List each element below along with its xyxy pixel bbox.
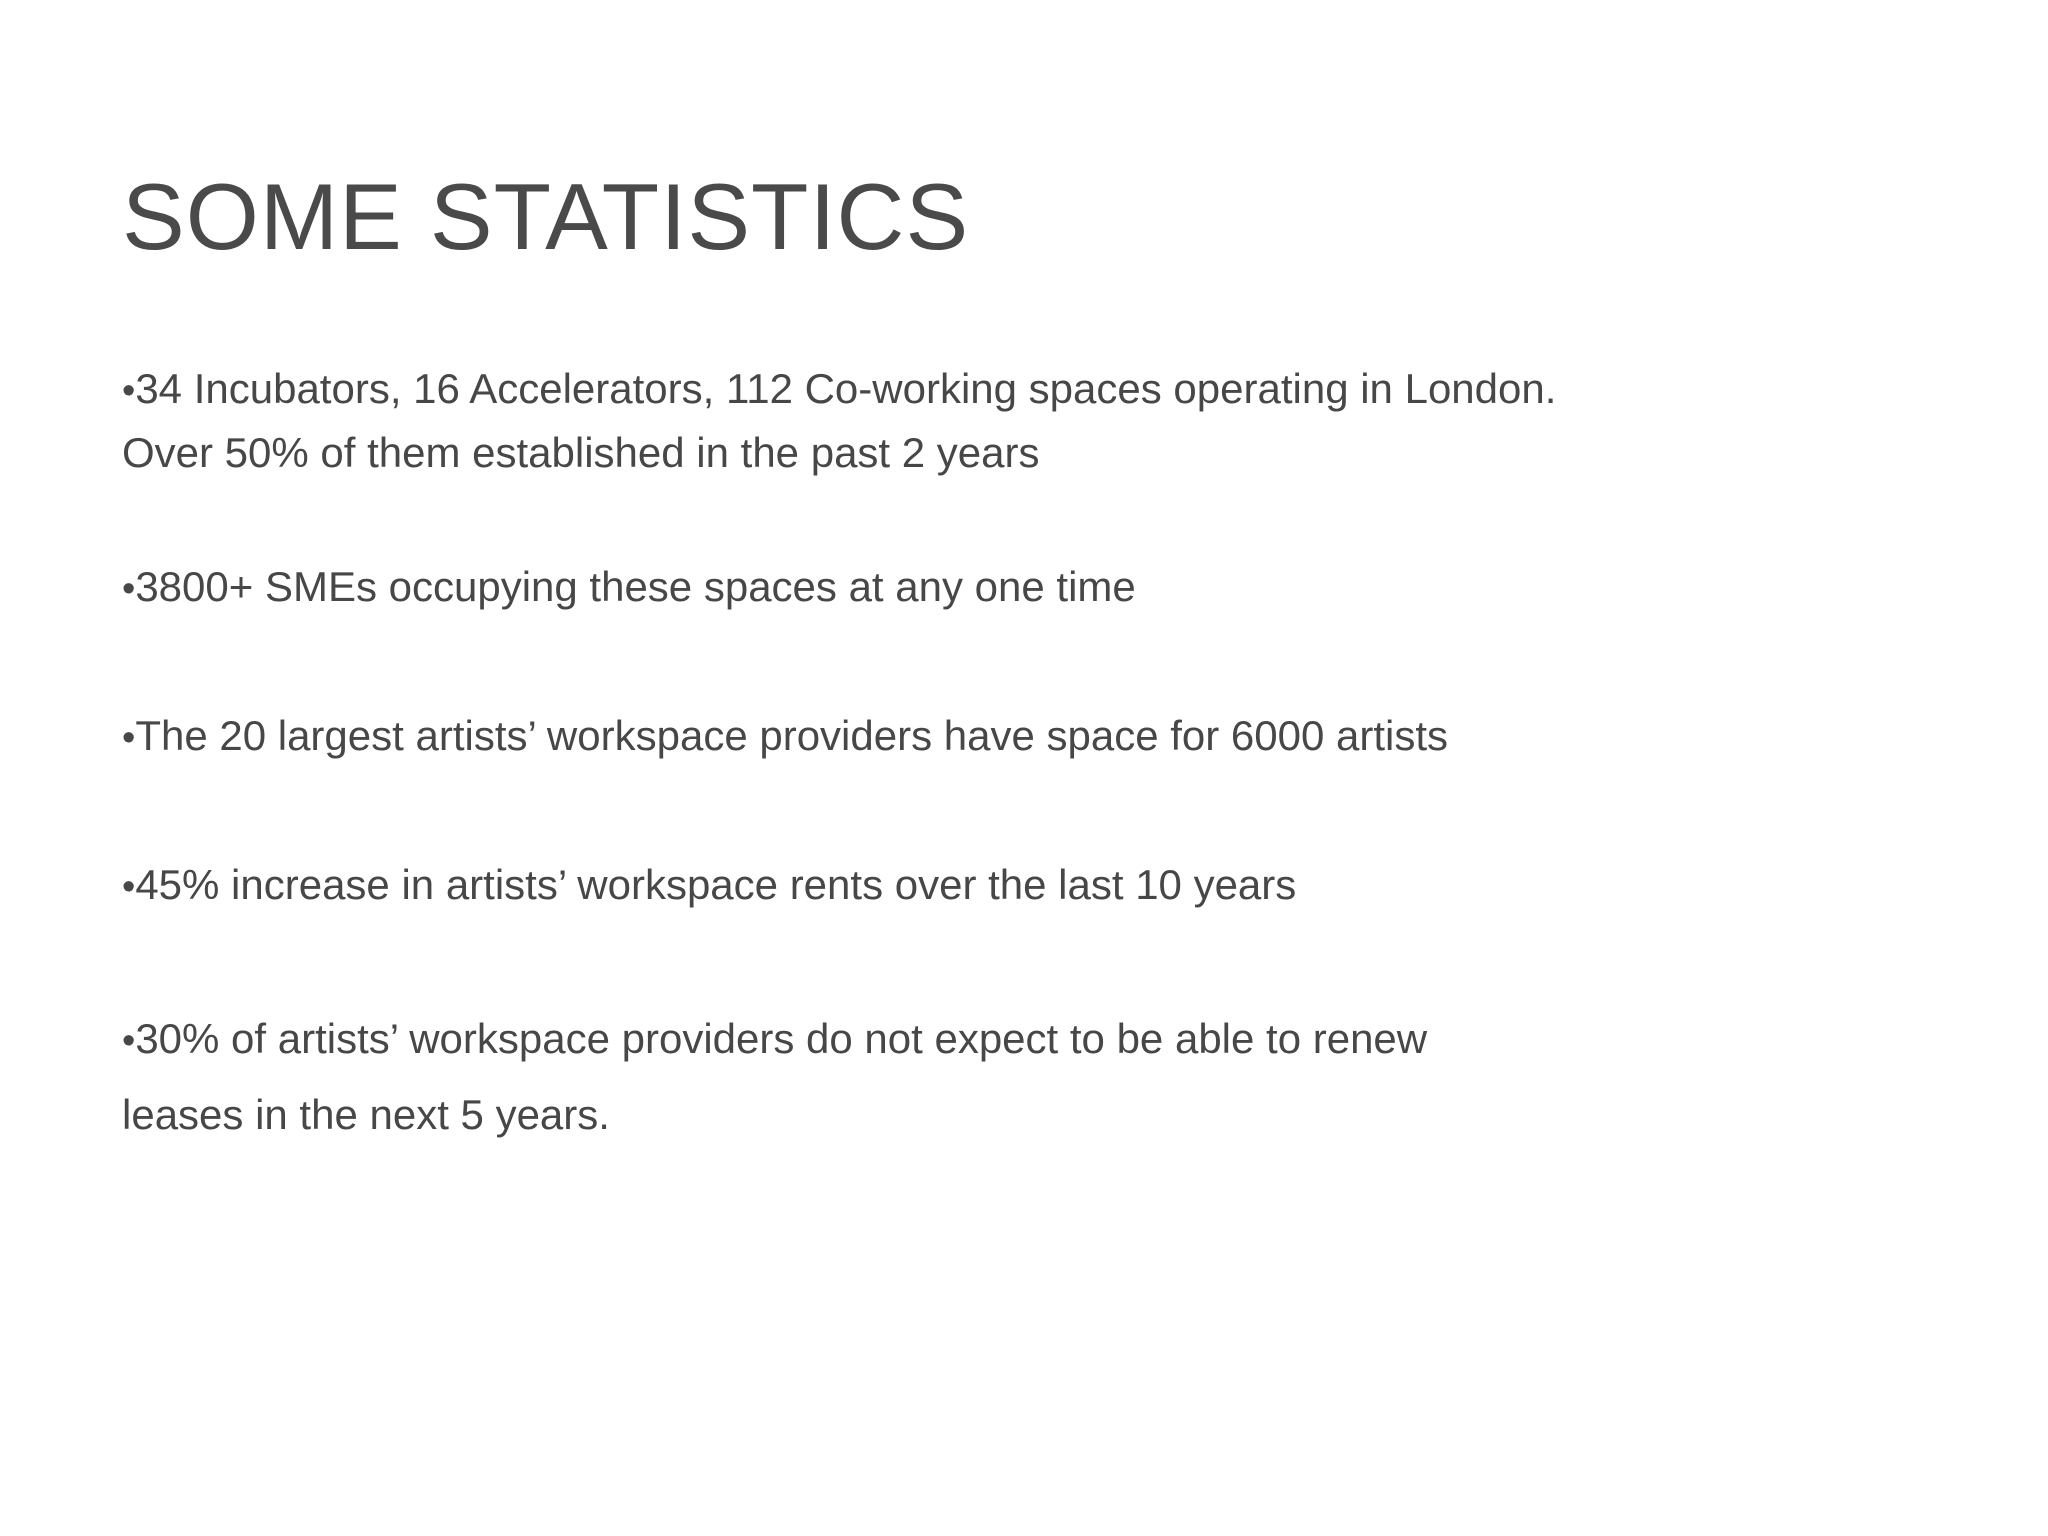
bullet-icon: • — [122, 1020, 136, 1062]
bullet-item — [122, 854, 1296, 918]
bullet-item — [122, 556, 1136, 620]
bullet-text: The 20 largest artists’ workspace providers have space for 6000 artists — [135, 712, 1449, 759]
bullet-icon: • — [122, 370, 136, 412]
bullet-line: leases in the next 5 years. — [122, 1091, 610, 1138]
bullet-line — [122, 556, 1136, 620]
bullet-line — [122, 1002, 1427, 1078]
bullet-line — [122, 358, 1556, 422]
bullet-text: 30% of artists’ workspace providers do not expect to be able to renew — [135, 1015, 1428, 1062]
bullet-text: 3800+ SMEs occupying these spaces at any one time — [135, 563, 1136, 610]
bullet-item — [122, 705, 1448, 769]
bullet-icon: • — [122, 866, 136, 908]
bullet-line — [122, 705, 1448, 769]
bullet-line — [122, 854, 1296, 918]
bullet-item — [122, 1002, 1427, 1152]
bullet-text: 34 Incubators, 16 Accelerators, 112 Co-working spaces operating in London. — [135, 365, 1557, 412]
bullet-icon: • — [122, 717, 136, 759]
bullet-text: 45% increase in artists’ workspace rents over the last 10 years — [135, 861, 1297, 908]
slide-title: SOME STATISTICS — [122, 164, 970, 269]
bullet-line: Over 50% of them established in the past 2 years — [122, 429, 1040, 476]
bullet-item — [122, 358, 1556, 484]
bullet-icon: • — [122, 568, 136, 610]
